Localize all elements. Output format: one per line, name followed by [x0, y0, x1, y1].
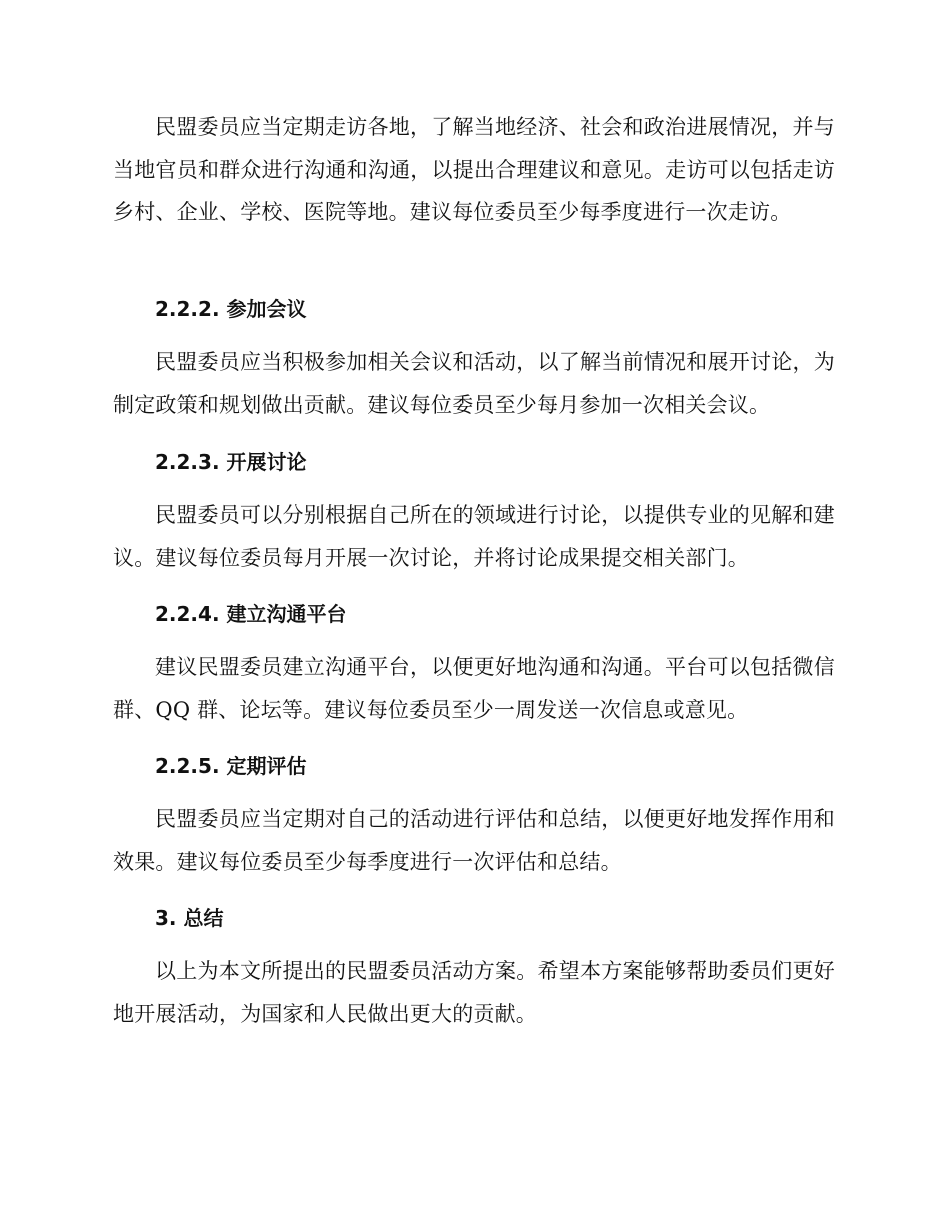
paragraph-3: 以上为本文所提出的民盟委员活动方案。希望本方案能够帮助委员们更好地开展活动，为国家和人民做出更大的贡献。 — [113, 959, 835, 1026]
paragraph-2-2-4: 建议民盟委员建立沟通平台，以便更好地沟通和沟通。平台可以包括微信群、QQ 群、论坛等。建议每位委员至少一周发送一次信息或意见。 — [113, 655, 835, 722]
paragraph-2-2-2: 民盟委员应当积极参加相关会议和活动，以了解当前情况和展开讨论，为制定政策和规划做出贡献。建议每位委员至少每月参加一次相关会议。 — [113, 350, 835, 417]
paragraph-2-2-5: 民盟委员应当定期对自己的活动进行评估和总结，以便更好地发挥作用和效果。建议每位委员至少每季度进行一次评估和总结。 — [113, 807, 835, 874]
heading-2-2-5: 2.2.5. 定期评估 — [155, 754, 307, 778]
intro-paragraph: 民盟委员应当定期走访各地，了解当地经济、社会和政治进展情况，并与当地官员和群众进行沟通和沟通，以提出合理建议和意见。走访可以包括走访乡村、企业、学校、医院等地。建议每位委员至少每季度进行一次走访。 — [113, 115, 835, 224]
paragraph-2-2-3: 民盟委员可以分别根据自己所在的领域进行讨论，以提供专业的见解和建议。建议每位委员每月开展一次讨论，并将讨论成果提交相关部门。 — [113, 503, 835, 570]
heading-2-2-4: 2.2.4. 建立沟通平台 — [155, 602, 347, 626]
heading-2-2-3: 2.2.3. 开展讨论 — [155, 450, 307, 474]
heading-3: 3. 总结 — [155, 906, 224, 930]
heading-2-2-2: 2.2.2. 参加会议 — [155, 297, 307, 321]
